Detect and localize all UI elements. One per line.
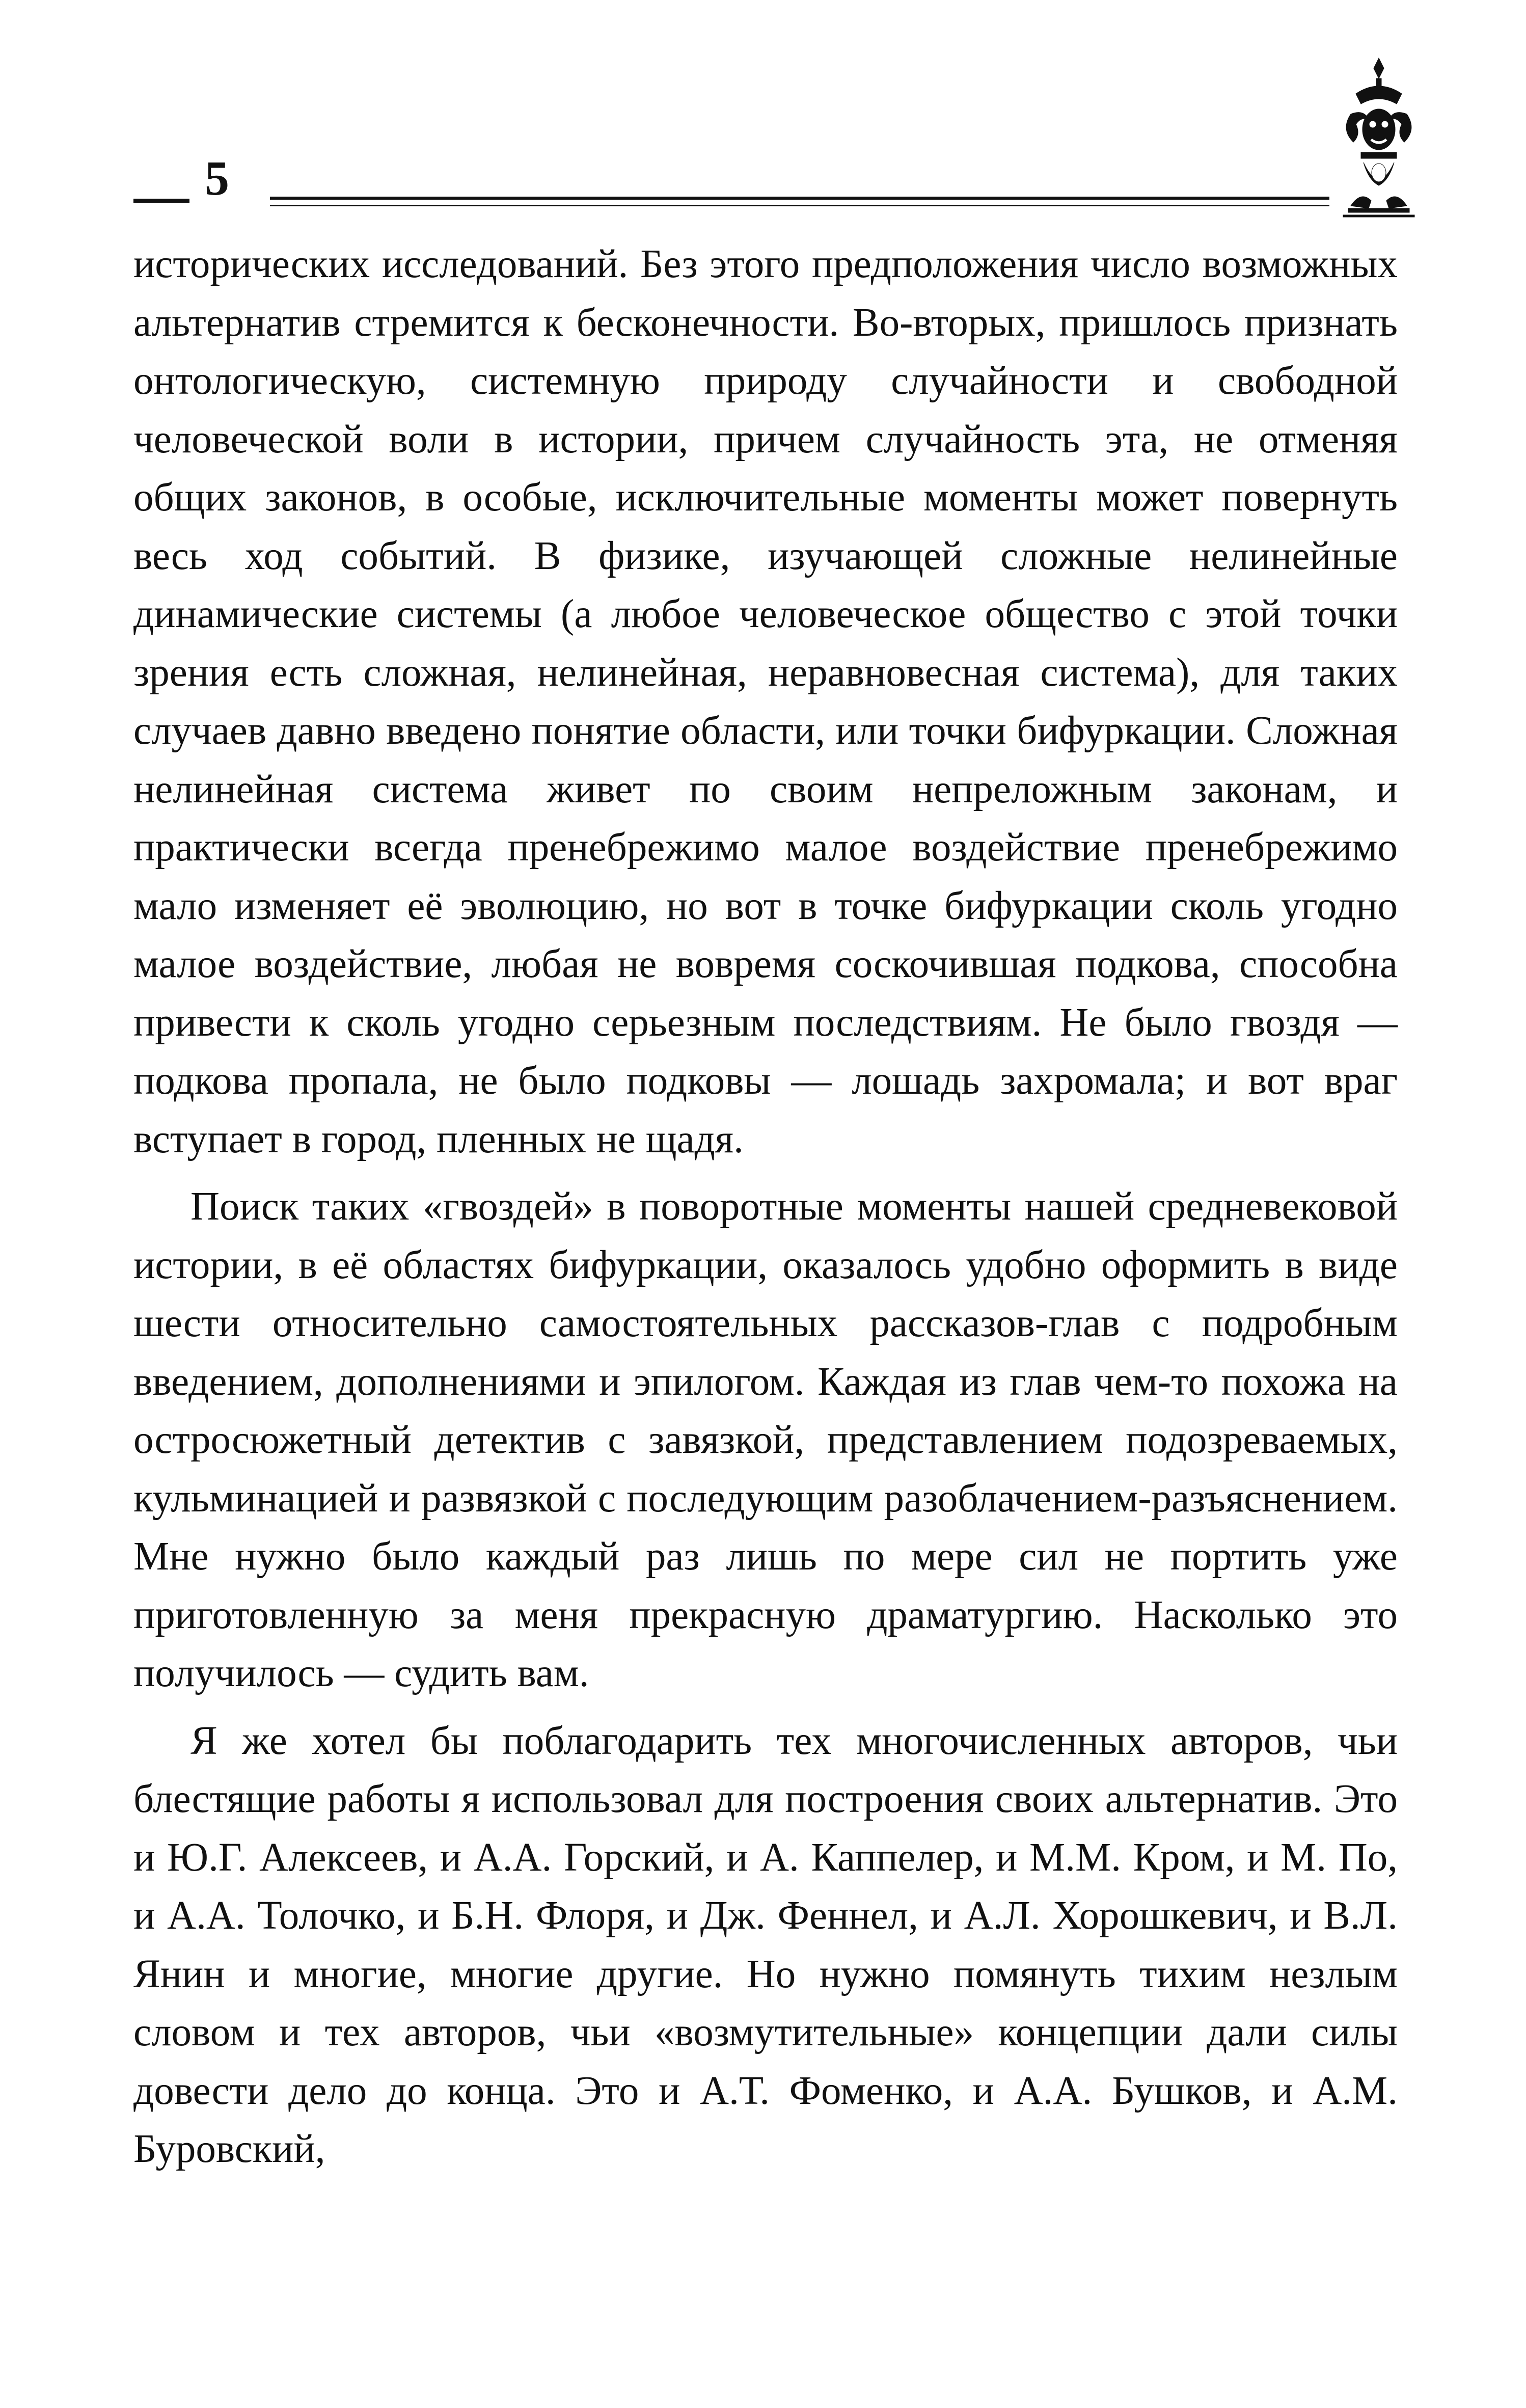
page-header — [133, 153, 1398, 224]
header-rule-left — [133, 199, 189, 203]
paragraph: Я же хотел бы поблагодарить тех многочисленных авторов, чьи блестящие работы я использовал для построения своих альтернатив. Это и Ю.Г. Алексеев, и А.А. Горский, и А. Каппелер, и М.М. Кром, и М. По, и А.А. Толочко, и Б.Н. Флоря, и Дж. Феннел, и А.Л. Хорошкевич, и В.Л. Янин и многие, многие другие. Но нужно помянуть тихим незлым словом и тех авторов, чьи «возмутительные» концепции дали силы довести дело до конца. Это и А.Т. Фоменко, и А.А. Бушков, и А.М. Буровский, — [133, 1718, 1398, 2171]
paragraph: Поиск таких «гвоздей» в поворотные моменты нашей средневековой истории, в её областях бифуркации, оказалось удобно оформить в виде шести относительно самостоятельных рассказов-глав с подробным введением, дополнениями и эпилогом. Каждая из глав чем-то похожа на остросюжетный детектив с завязкой, представлением подозреваемых, кульминацией и развязкой с последующим разоблачением-разъяснением. Мне нужно было каждый раз лишь по мере сил не портить уже приготовленную за меня прекрасную драматургию. Насколько это получилось — судить вам. — [133, 1184, 1398, 1695]
text-body — [133, 235, 1398, 2179]
paragraph: исторических исследований. Без этого предположения число возможных альтернатив стремится к бесконечности. Во-вторых, пришлось признать онтологическую, системную природу случайности и свободной человеческой воли в истории, причем случайность эта, не отменяя общих законов, в особые, исключительные моменты может повернуть весь ход событий. В физике, изучающей сложные нелинейные динамические системы (а любое человеческое общество с этой точки зрения есть сложная, нелинейная, неравновесная система), для таких случаев давно введено понятие области, или точки бифуркации. Сложная нелинейная система живет по своим непреложным законам, и практически всегда пренебрежимо малое воздействие пренебрежимо мало изменяет её эволюцию, но вот в точке бифуркации сколь угодно малое воздействие, любая не вовремя соскочившая подкова, способна привести к сколь угодно серьезным последствиям. Не было гвоздя — подкова пропала, не было подковы — лошадь захромала; и вот враг вступает в город, пленных не щадя. — [133, 242, 1398, 1161]
ornament-icon — [1341, 53, 1417, 221]
header-rule — [270, 197, 1329, 200]
page-number: 5 — [205, 151, 229, 205]
